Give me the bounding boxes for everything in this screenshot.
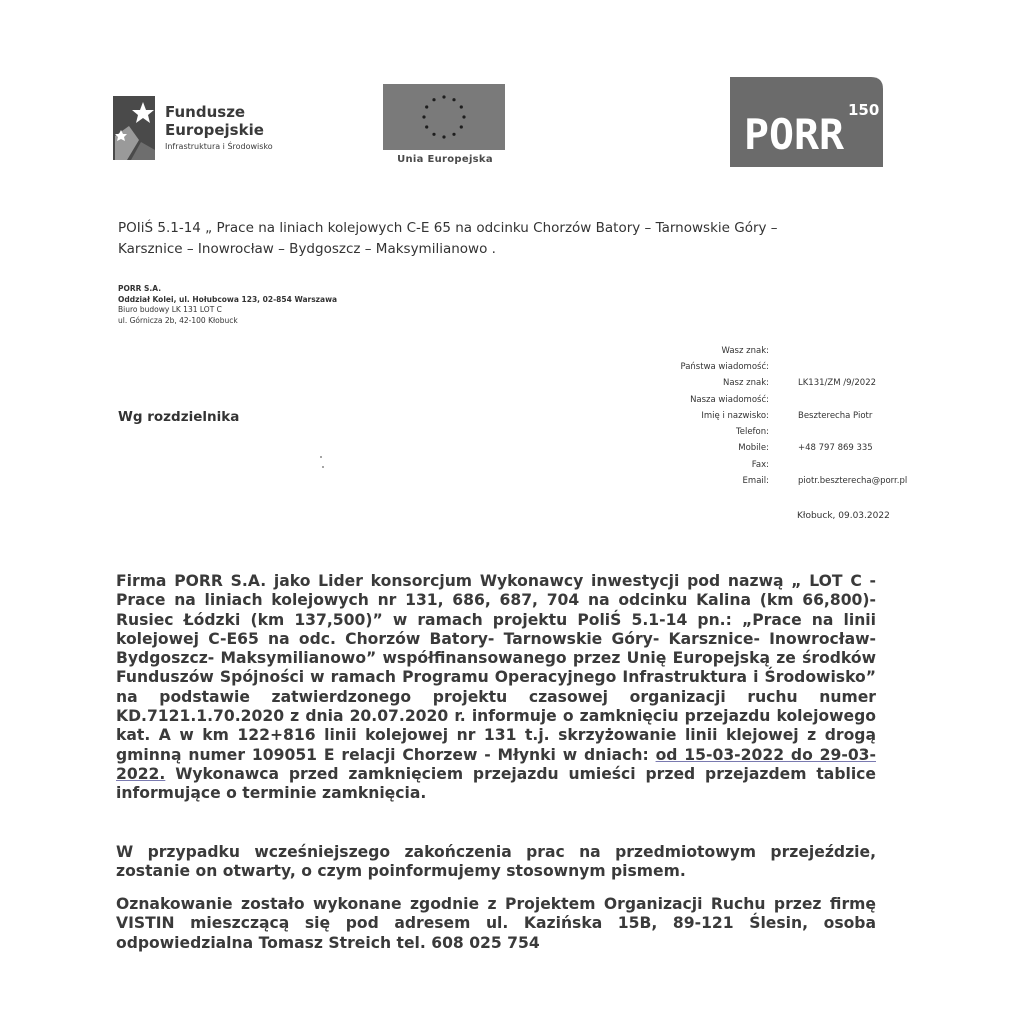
subject-line: POIiŚ 5.1-14 „ Prace na liniach kolejowych C-E 65 na odcinku Chorzów Batory – Tarnowskie Góry – Karsznice – Inowrocław – Bydgoszcz – Maksymilianowo . [118,220,778,257]
eu-flag-icon [383,84,505,150]
body-paragraph-1 [116,572,876,804]
reference-label: Nasza wiadomość: [690,395,769,405]
fundusze-title-line2: Europejskie [165,121,264,139]
eu-logo [380,84,510,170]
eu-star [460,125,463,128]
body-paragraph-3: Oznakowanie zostało wykonane zgodnie z Projektem Organizacji Ruchu przez firmę VISTIN mieszczącą się pod adresem ul. Kazińska 15B, 89-121 Ślesin, osoba odpowiedzialna Tomasz Streich tel. 608 025 754 [116,895,876,952]
closure-dates: od 15-03-2022 do 29-03-2022. [116,745,876,783]
eu-star [462,115,465,118]
eu-star [442,135,445,138]
reference-label: Fax: [751,460,769,470]
porr-logo [730,77,883,167]
reference-label: Nasz znak: [722,378,769,388]
body-paragraph-2: W przypadku wcześniejszego zakończenia prac na przedmiotowym przejeździe, zostanie on otwarty, o czym poinformujemy stosownym pismem. [116,843,876,881]
fundusze-europejskie-logo [113,96,313,160]
reference-label: Państwa wiadomość: [680,362,769,372]
reference-value: LK131/ZM /9/2022 [798,378,877,388]
body-paragraph-1-tail: Wykonawca przed zamknięciem przejazdu umieści przed przejazdem tablice informujące o terminie zamknięcia. [116,764,876,803]
reference-value: piotr.beszterecha@porr.pl [798,476,908,486]
fundusze-subtitle: Infrastruktura i Środowisko [165,142,273,151]
eu-label: Unia Europejska [397,154,493,165]
body-paragraph-1-text: Firma PORR S.A. jako Lider konsorcjum Wykonawcy inwestycji pod nazwą „ LOT C - Prace na liniach kolejowych nr 131, 686, 687, 704 na odcinku Kalina (km 66,800)-Rusiec Łódzki (km 137,500)” w ramach projektu PoliŚ 5.1-14 pn.: „Prace na linii kolejowej C-E65 na odc. Chorzów Batory- Tarnowskie Góry- Karsznice- Inowrocław-Bydgoszcz- Maksymilianowo” współfinansowanego przez Unię Europejską ze środków Funduszów Spójności w ramach Programu Operacyjnego Infrastruktura i Środowisko” na podstawie zatwierdzonego projektu czasowej organizacji ruchu numer KD.7121.1.70.2020 z dnia 20.07.2020 r. informuje o zamknięciu przejazdu kolejowego kat. A w km 122+816 linii kolejowej nr 131 t.j. skrzyżowanie linii klejowej z drogą gminną numer 109051 E relacji Chorzew - Młynki w dniach: [116,572,876,764]
place-date: Kłobuck, 09.03.2022 [797,511,890,521]
eu-star [452,133,455,136]
sender-address: ul. Górnicza 2b, 42-100 Kłobuck [118,315,238,325]
sender-block [118,284,337,326]
fundusze-title-line1: Fundusze [165,103,246,121]
sender-office: Biuro budowy LK 131 LOT C [118,305,222,314]
sender-company: PORR S.A. [118,284,162,293]
eu-star [432,98,435,101]
fundusze-star-icon [113,96,155,160]
eu-star [460,105,463,108]
reference-label: Email: [742,476,769,486]
reference-value: +48 797 869 335 [798,443,873,453]
reference-label: Telefon: [735,427,769,437]
scan-dot [322,466,324,468]
reference-label: Wasz znak: [721,346,769,356]
reference-label: Imię i nazwisko: [701,411,769,421]
porr-logo-text: PORR [744,110,845,159]
eu-star [442,95,445,98]
sender-branch: Oddział Kolei, ul. Hołubcowa 123, 02-854 Warszawa [118,294,338,304]
eu-star [422,115,425,118]
eu-star [452,98,455,101]
recipient: Wg rozdzielnika [118,409,240,425]
eu-star [425,125,428,128]
reference-value: Beszterecha Piotr [798,411,873,421]
porr-logo-superscript: 150 [848,101,880,119]
eu-star [425,105,428,108]
reference-label: Mobile: [738,443,769,453]
eu-star [432,133,435,136]
scan-dot [320,456,322,458]
